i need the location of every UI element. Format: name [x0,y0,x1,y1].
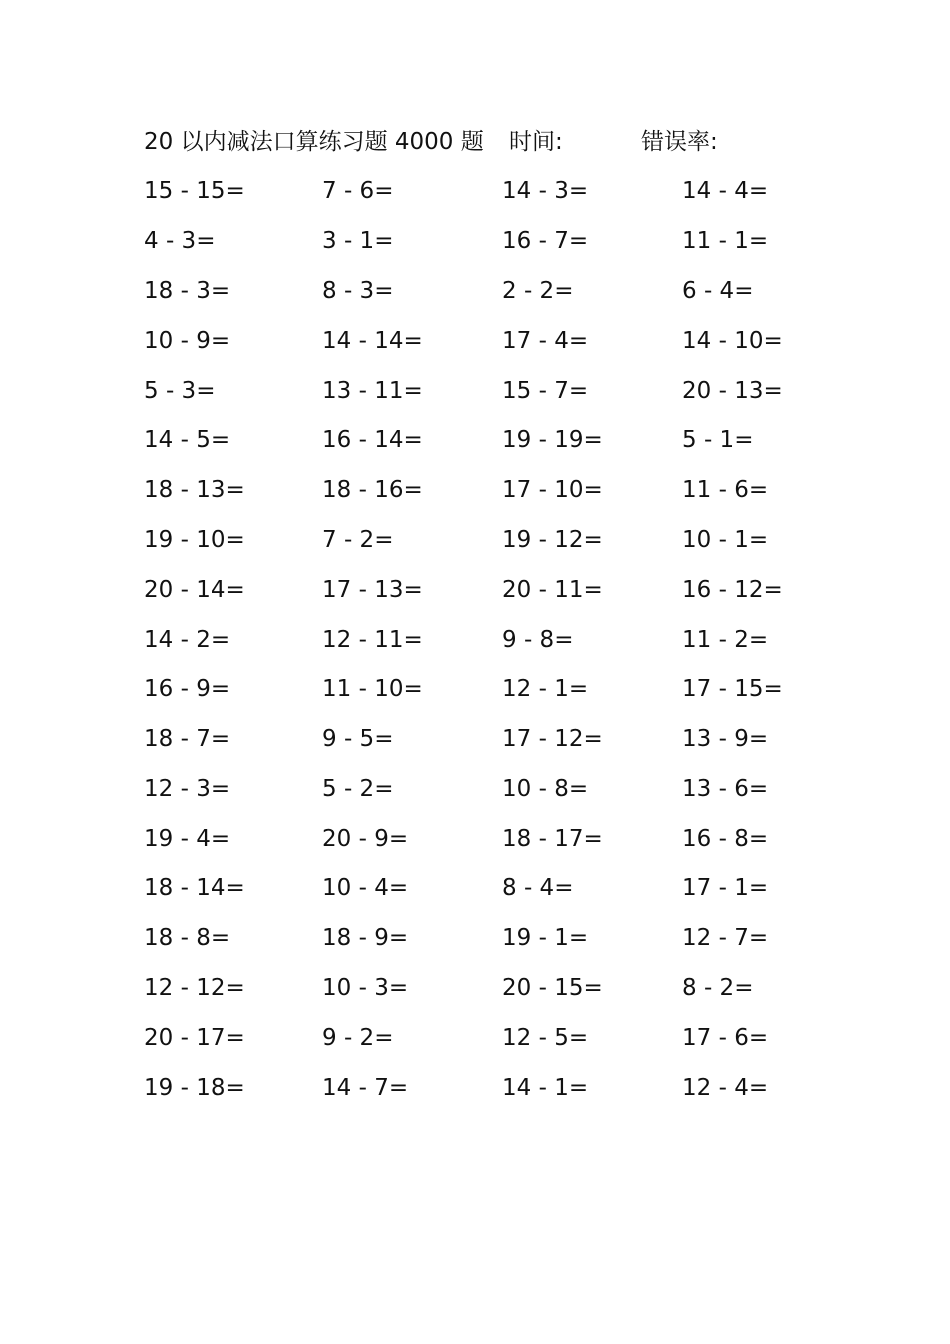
problem-row [0,970,950,1006]
problem-cell: 19 - 1= [502,925,589,951]
problem-cell: 4 - 3= [144,228,216,254]
problem-row [0,1070,950,1106]
problem-cell: 20 - 9= [322,826,409,852]
worksheet-title: 20 以内减法口算练习题 4000 题 [144,129,484,155]
problem-cell: 15 - 15= [144,178,245,204]
problem-cell: 20 - 17= [144,1025,245,1051]
problem-cell: 19 - 10= [144,527,245,553]
problem-cell: 18 - 17= [502,826,603,852]
problem-cell: 9 - 5= [322,726,394,752]
problem-cell: 9 - 8= [502,627,574,653]
problem-row [0,223,950,259]
problem-cell: 11 - 6= [682,477,769,503]
problem-row [0,173,950,209]
problem-cell: 17 - 6= [682,1025,769,1051]
problem-cell: 10 - 8= [502,776,589,802]
problem-cell: 17 - 13= [322,577,423,603]
problem-cell: 11 - 2= [682,627,769,653]
problem-row [0,721,950,757]
problem-cell: 19 - 4= [144,826,231,852]
problem-cell: 14 - 1= [502,1075,589,1101]
problem-cell: 18 - 8= [144,925,231,951]
problem-cell: 19 - 12= [502,527,603,553]
problem-cell: 5 - 1= [682,427,754,453]
problem-cell: 16 - 12= [682,577,783,603]
problem-cell: 11 - 1= [682,228,769,254]
problem-cell: 14 - 7= [322,1075,409,1101]
problem-cell: 15 - 7= [502,378,589,404]
problem-cell: 2 - 2= [502,278,574,304]
problem-cell: 12 - 11= [322,627,423,653]
error-rate-label: 错误率: [641,129,718,155]
problem-cell: 18 - 16= [322,477,423,503]
problem-cell: 12 - 4= [682,1075,769,1101]
problem-cell: 10 - 9= [144,328,231,354]
problem-row [0,572,950,608]
problem-cell: 17 - 1= [682,875,769,901]
problem-cell: 7 - 6= [322,178,394,204]
problem-cell: 16 - 14= [322,427,423,453]
problem-cell: 17 - 12= [502,726,603,752]
problem-cell: 3 - 1= [322,228,394,254]
problem-cell: 18 - 9= [322,925,409,951]
problem-cell: 12 - 1= [502,676,589,702]
problem-cell: 18 - 7= [144,726,231,752]
problem-row [0,920,950,956]
problem-cell: 5 - 3= [144,378,216,404]
problem-row [0,870,950,906]
problem-cell: 16 - 7= [502,228,589,254]
problem-cell: 8 - 2= [682,975,754,1001]
problem-row [0,821,950,857]
problem-cell: 8 - 3= [322,278,394,304]
problem-cell: 10 - 1= [682,527,769,553]
problem-row [0,472,950,508]
problem-cell: 18 - 13= [144,477,245,503]
problem-cell: 8 - 4= [502,875,574,901]
problem-cell: 14 - 3= [502,178,589,204]
problem-cell: 14 - 14= [322,328,423,354]
problem-cell: 19 - 19= [502,427,603,453]
problem-cell: 14 - 4= [682,178,769,204]
problem-row [0,771,950,807]
problem-cell: 10 - 3= [322,975,409,1001]
problem-cell: 12 - 12= [144,975,245,1001]
problem-cell: 14 - 5= [144,427,231,453]
problem-row [0,422,950,458]
problem-cell: 14 - 2= [144,627,231,653]
problem-cell: 12 - 3= [144,776,231,802]
problem-cell: 20 - 14= [144,577,245,603]
problem-cell: 13 - 6= [682,776,769,802]
problem-cell: 17 - 15= [682,676,783,702]
problem-row [0,1020,950,1056]
problem-row [0,273,950,309]
problem-row [0,323,950,359]
problem-cell: 13 - 11= [322,378,423,404]
problem-cell: 17 - 4= [502,328,589,354]
problem-cell: 16 - 9= [144,676,231,702]
problem-cell: 20 - 13= [682,378,783,404]
problem-row [0,622,950,658]
problem-cell: 16 - 8= [682,826,769,852]
problem-row [0,373,950,409]
problem-cell: 17 - 10= [502,477,603,503]
problem-cell: 11 - 10= [322,676,423,702]
problem-cell: 10 - 4= [322,875,409,901]
problem-cell: 7 - 2= [322,527,394,553]
problem-cell: 13 - 9= [682,726,769,752]
problem-row [0,671,950,707]
problem-cell: 19 - 18= [144,1075,245,1101]
problem-cell: 18 - 14= [144,875,245,901]
problem-cell: 20 - 11= [502,577,603,603]
time-label: 时间: [509,129,563,155]
problem-cell: 9 - 2= [322,1025,394,1051]
problem-cell: 12 - 7= [682,925,769,951]
problem-row [0,522,950,558]
problem-cell: 6 - 4= [682,278,754,304]
problem-cell: 18 - 3= [144,278,231,304]
problem-cell: 12 - 5= [502,1025,589,1051]
problem-cell: 5 - 2= [322,776,394,802]
problem-cell: 20 - 15= [502,975,603,1001]
problem-cell: 14 - 10= [682,328,783,354]
